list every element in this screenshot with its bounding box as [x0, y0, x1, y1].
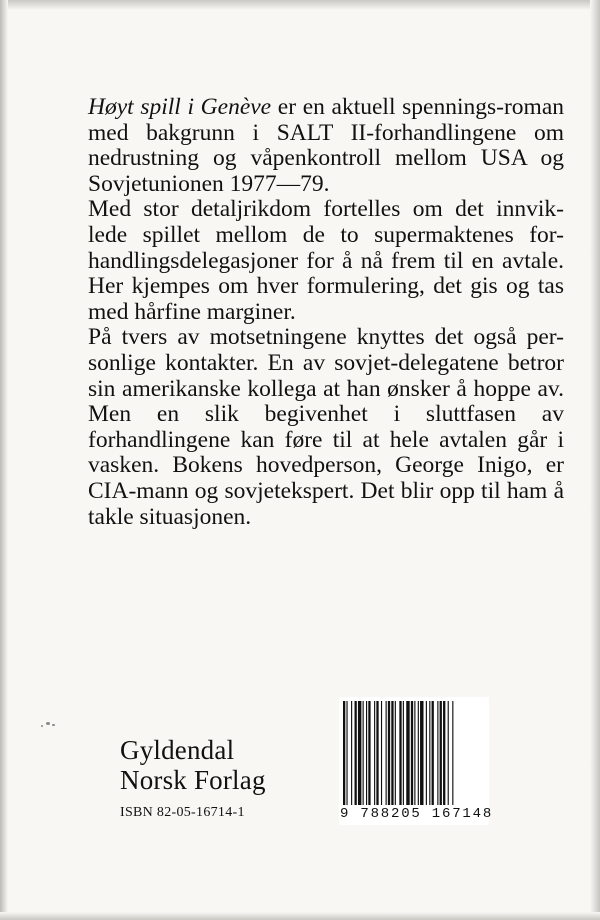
barcode-bar — [418, 701, 419, 805]
publisher-name-line-1: Gyldendal — [120, 735, 235, 765]
barcode-bar — [358, 701, 361, 805]
barcode-bar — [420, 701, 423, 805]
barcode-bar — [343, 701, 345, 805]
barcode-bar — [346, 701, 347, 805]
barcode-bar — [355, 701, 357, 805]
barcode-bar — [388, 701, 390, 805]
barcode-bar — [437, 701, 438, 805]
barcode-bar — [368, 701, 370, 805]
cover-edge-left — [0, 0, 8, 920]
barcode-bars — [339, 697, 489, 807]
barcode-bar — [440, 701, 442, 805]
barcode-bar — [351, 701, 352, 805]
barcode-bar — [429, 701, 430, 805]
cover-edge-bottom — [0, 912, 600, 920]
barcode-bar — [448, 701, 449, 805]
barcode-bar — [381, 701, 382, 805]
print-speck — [52, 724, 55, 726]
blurb-paragraph-1-text: er en aktuell spennings-roman med bakgrunn i SALT II-forhandlingene om nedrustning og våpenkontroll mellom USA og Sovjetunionen 1977—79. — [88, 94, 565, 197]
barcode-bar — [391, 701, 393, 805]
book-title: Høyt spill i Genève — [88, 94, 272, 120]
print-speck — [46, 722, 50, 725]
barcode-bar — [443, 701, 445, 805]
isbn-number: ISBN 82-05-16714-1 — [120, 805, 245, 820]
blurb-paragraph-2: Med stor detaljrikdom fortelles om det innvik-lede spillet mellom de to supermaktenes for-handlingsdelegasjoner for å nå frem til en avtale. Her kjempes om hver formulering, det gis og tas med hårfine marginer. — [88, 196, 564, 325]
barcode-bar — [399, 701, 401, 805]
blurb-paragraph-3: På tvers av motsetningene knyttes det også per-sonlige kontakter. En av sovjet-delegatene betror sin amerikanske kollega at han ønsker å hoppe av. Men en slik begivenhet i sluttfasen av forhandlingene kan føre til at hele avtalen går i vasken. Bokens hovedperson, George Inigo, er CIA-mann og sovjetekspert. Det blir opp til ham å takle situasjonen. — [88, 324, 564, 530]
barcode-bar — [406, 701, 409, 805]
barcode-bar — [376, 701, 378, 805]
barcode-bar — [374, 701, 375, 805]
print-speck — [41, 725, 43, 727]
barcode-bar — [411, 701, 413, 805]
cover-edge-top — [0, 0, 600, 10]
barcode-digits: 9 788205 167148 — [340, 806, 494, 822]
barcode-bar — [414, 701, 415, 805]
barcode-bar — [403, 701, 404, 805]
blurb-paragraph-1 — [88, 95, 564, 197]
barcode-bar — [452, 701, 453, 805]
barcode-bar — [395, 701, 396, 805]
blurb-text — [88, 95, 564, 530]
publisher-name-line-2: Norsk Forlag — [120, 765, 266, 795]
barcode-bar — [426, 701, 427, 805]
publisher-block — [120, 735, 266, 821]
barcode-bar — [363, 701, 364, 805]
barcode-bar — [366, 701, 367, 805]
cover-edge-right — [590, 0, 600, 920]
barcode-bar — [432, 701, 434, 805]
barcode-bar — [386, 701, 387, 805]
